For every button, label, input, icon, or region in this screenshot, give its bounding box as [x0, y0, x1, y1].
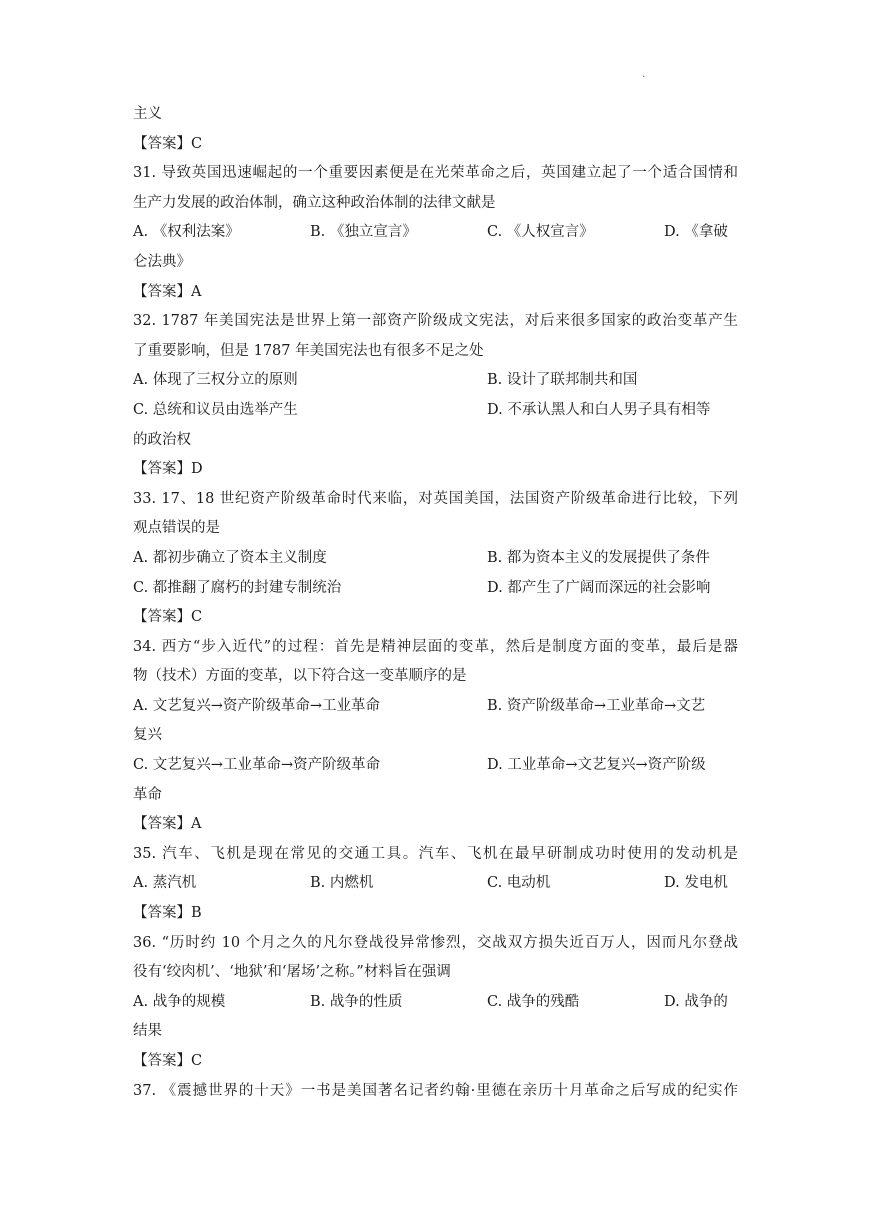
option-d: D. 战争的 — [664, 993, 728, 1010]
options-row — [133, 692, 738, 722]
answer-line: 【答案】C — [133, 609, 203, 626]
text-line: 的政治权 — [133, 431, 191, 448]
options-row — [133, 396, 738, 426]
question-37: 37. 《震撼世界的十天》一书是美国著名记者约翰·里德在亲历十月革命之后写成的纪实作 — [133, 1082, 738, 1099]
option-d: D. 《拿破 — [664, 224, 728, 241]
options-row — [133, 544, 738, 574]
options-row — [133, 574, 738, 604]
option-a: A. 蒸汽机 — [133, 875, 197, 892]
text-line: 仑法典》 — [133, 253, 191, 270]
option-a: A. 战争的规模 — [133, 993, 226, 1010]
text-line: 革命 — [133, 786, 162, 803]
answer-line: 【答案】C — [133, 135, 203, 152]
option-c: C. 文艺复兴→工业革命→资产阶级革命 — [133, 757, 381, 774]
question-32: 32. 1787 年美国宪法是世界上第一部资产阶级成文宪法，对后来很多国家的政治变革产生 — [133, 313, 738, 330]
answer-line: 【答案】A — [133, 816, 202, 833]
option-d: D. 都产生了广阔而深远的社会影响 — [487, 579, 711, 596]
option-b: B. 都为资本主义的发展提供了条件 — [487, 549, 710, 566]
answer-line: 【答案】B — [133, 905, 202, 922]
question-36: 36. “历时约 10 个月之久的凡尔登战役异常惨烈，交战双方损失近百万人，因而凡尔登战 — [133, 934, 738, 951]
option-a: A. 《权利法案》 — [133, 224, 240, 241]
option-a: A. 文艺复兴→资产阶级革命→工业革命 — [133, 697, 380, 714]
answer-line: 【答案】C — [133, 1053, 203, 1069]
document-page — [133, 100, 738, 1106]
options-row — [133, 751, 738, 781]
option-c: C. 总统和议员由选举产生 — [133, 401, 298, 418]
option-b: B. 战争的性质 — [310, 993, 403, 1010]
option-b: B. 设计了联邦制共和国 — [487, 372, 638, 389]
option-b: B. 资产阶级革命→工业革命→文艺 — [487, 697, 706, 714]
option-d: D. 不承认黑人和白人男子具有相等 — [487, 401, 711, 418]
question-31: 31. 导致英国迅速崛起的一个重要因素便是在光荣革命之后，英国建立起了一个适合国情和 — [133, 165, 738, 182]
options-row — [133, 366, 738, 396]
answer-line: 【答案】D — [133, 461, 203, 478]
text-line: 物（技术）方面的变革，以下符合这一变革顺序的是 — [133, 668, 467, 685]
options-row — [133, 869, 738, 899]
option-a: A. 都初步确立了资本主义制度 — [133, 549, 327, 566]
option-d: D. 发电机 — [664, 875, 728, 892]
text-line: 观点错误的是 — [133, 520, 220, 537]
text-line: 役有‘绞肉机’、‘地狱’和‘屠场’之称。”材料旨在强调 — [133, 964, 451, 981]
question-33: 33. 17、18 世纪资产阶级革命时代来临，对英国美国，法国资产阶级革命进行比较，下列 — [133, 490, 738, 507]
option-b: B. 《独立宣言》 — [310, 224, 417, 241]
options-row — [133, 988, 738, 1018]
text-line: 了重要影响，但是 1787 年美国宪法也有很多不足之处 — [133, 342, 484, 359]
option-c: C. 《人权宣言》 — [487, 224, 594, 241]
options-row — [133, 218, 738, 248]
text-line: 生产力发展的政治体制，确立这种政治体制的法律文献是 — [133, 194, 496, 211]
text-line: 结果 — [133, 1023, 162, 1040]
option-c: C. 战争的残酷 — [487, 993, 580, 1010]
header-mark: · — [642, 72, 646, 83]
option-c: C. 电动机 — [487, 875, 551, 892]
text-line: 主义 — [133, 106, 162, 122]
option-b: B. 内燃机 — [310, 875, 374, 892]
option-d: D. 工业革命→文艺复兴→资产阶级 — [487, 757, 706, 774]
answer-line: 【答案】A — [133, 283, 202, 300]
question-34: 34. 西方“步入近代”的过程：首先是精神层面的变革，然后是制度方面的变革，最后是器 — [133, 638, 738, 655]
option-a: A. 体现了三权分立的原则 — [133, 372, 298, 389]
option-c: C. 都推翻了腐朽的封建专制统治 — [133, 579, 342, 596]
text-line: 复兴 — [133, 727, 162, 744]
question-35: 35. 汽车、飞机是现在常见的交通工具。汽车、飞机在最早研制成功时使用的发动机是 — [133, 845, 738, 862]
